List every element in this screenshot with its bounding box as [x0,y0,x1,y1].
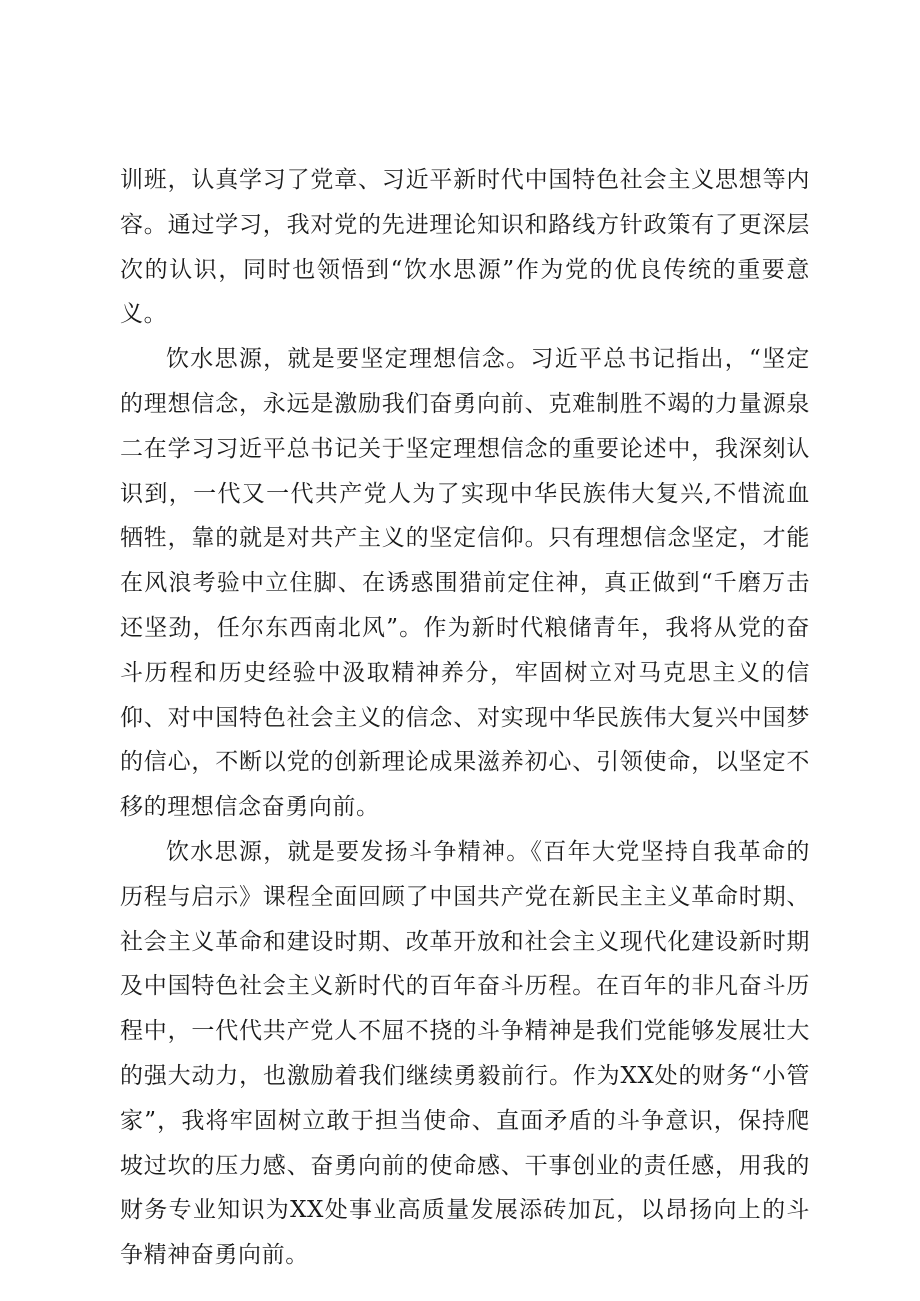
paragraph-fighting-spirit: 饮水思源，就是要发扬斗争精神。《百年大党坚持自我革命的历程与启示》课程全面回顾了中国共产党在新民主主义革命时期、社会主义革命和建设时期、改革开放和社会主义现代化建设新时期及中国特色社会主义新时代的百年奋斗历程。在百年的非凡奋斗历程中，一代代共产党人不屈不挠的斗争精神是我们党能够发展壮大的强大动力，也激励着我们继续勇毅前行。作为XX处的财务“小管家”，我将牢固树立敢于担当使命、直面矛盾的斗争意识，保持爬坡过坎的压力感、奋勇向前的使命感、干事创业的责任感，用我的财务专业知识为XX处事业高质量发展添砖加瓦，以昂扬向上的斗争精神奋勇向前。 [120,838,810,1269]
paragraph-study-summary: 训班，认真学习了党章、习近平新时代中国特色社会主义思想等内容。通过学习，我对党的先进理论知识和路线方针政策有了更深层次的认识，同时也领悟到“饮水思源”作为党的优良传统的重要意义。 [120,167,810,328]
document-body [120,158,810,1278]
paragraph-ideals-and-convictions: 饮水思源，就是要坚定理想信念。习近平总书记指出，“坚定的理想信念，永远是激励我们奋勇向前、克难制胜不竭的力量源泉二在学习习近平总书记关于坚定理想信念的重要论述中，我深刻认识到，一代又一代共产党人为了实现中华民族伟大复兴,不惜流血牺牲，靠的就是对共产主义的坚定信仰。只有理想信念坚定，才能在风浪考验中立住脚、在诱惑围猎前定住神，真正做到“千磨万击还坚劲，任尔东西南北风”。作为新时代粮储青年，我将从党的奋斗历程和历史经验中汲取精神养分，牢固树立对马克思主义的信仰、对中国特色社会主义的信念、对实现中华民族伟大复兴中国梦的信心，不断以党的创新理论成果滋养初心、引领使命，以坚定不移的理想信念奋勇向前。 [120,346,810,821]
